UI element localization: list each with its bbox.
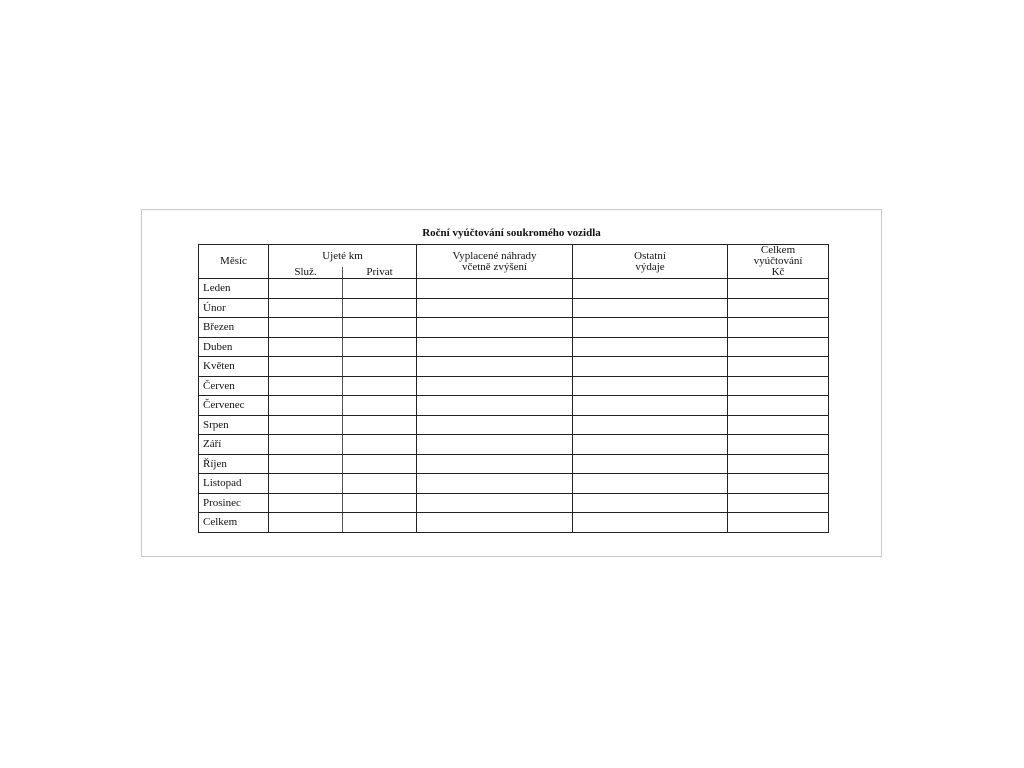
table-row xyxy=(199,415,829,435)
table-row xyxy=(199,298,829,318)
header-vyplacene-line2: včetně zvýšení xyxy=(461,260,528,273)
header-ostatni-line2: výdaje xyxy=(635,260,665,273)
cell-km-privat[interactable] xyxy=(343,435,417,455)
cell-km-privat[interactable] xyxy=(343,454,417,474)
table-row xyxy=(199,435,829,455)
cell-km-privat[interactable] xyxy=(343,337,417,357)
header-celkem-line1: Celkem xyxy=(760,244,796,256)
cell-km-privat[interactable] xyxy=(343,415,417,435)
cell-celkem[interactable] xyxy=(728,435,829,455)
table-row-total xyxy=(199,513,829,533)
cell-vyplacene[interactable] xyxy=(417,279,573,299)
header-vyplacene-line1: Vyplacené náhrady xyxy=(452,249,537,262)
header-month-label: Měsíc xyxy=(220,255,247,267)
cell-km-sluz[interactable] xyxy=(269,337,343,357)
cell-vyplacene[interactable] xyxy=(417,337,573,357)
row-label: Prosinec xyxy=(199,493,269,513)
table-row xyxy=(199,396,829,416)
cell-km-sluz[interactable] xyxy=(269,415,343,435)
cell-celkem[interactable] xyxy=(728,454,829,474)
cell-km-privat[interactable] xyxy=(343,376,417,396)
cell-celkem[interactable] xyxy=(728,318,829,338)
cell-celkem[interactable] xyxy=(728,493,829,513)
cell-vyplacene[interactable] xyxy=(417,474,573,494)
cell-km-privat[interactable] xyxy=(343,396,417,416)
table-body xyxy=(199,279,829,533)
cell-km-sluz[interactable] xyxy=(269,493,343,513)
cell-km-sluz[interactable] xyxy=(269,279,343,299)
header-km-sluz xyxy=(269,267,343,279)
cell-km-privat[interactable] xyxy=(343,513,417,533)
cell-ostatni[interactable] xyxy=(573,435,728,455)
cell-km-sluz[interactable] xyxy=(269,454,343,474)
vehicle-settlement-table xyxy=(198,244,829,533)
cell-km-sluz[interactable] xyxy=(269,435,343,455)
table-row xyxy=(199,454,829,474)
cell-celkem[interactable] xyxy=(728,474,829,494)
cell-ostatni[interactable] xyxy=(573,474,728,494)
row-label: Listopad xyxy=(199,474,269,494)
row-label: Duben xyxy=(199,337,269,357)
row-label: Říjen xyxy=(199,454,269,474)
cell-vyplacene[interactable] xyxy=(417,493,573,513)
cell-vyplacene[interactable] xyxy=(417,357,573,377)
cell-celkem[interactable] xyxy=(728,337,829,357)
cell-ostatni[interactable] xyxy=(573,415,728,435)
cell-celkem[interactable] xyxy=(728,396,829,416)
cell-ostatni[interactable] xyxy=(573,376,728,396)
cell-km-sluz[interactable] xyxy=(269,396,343,416)
cell-km-sluz[interactable] xyxy=(269,376,343,396)
row-label: Celkem xyxy=(199,513,269,533)
cell-vyplacene[interactable] xyxy=(417,396,573,416)
cell-ostatni[interactable] xyxy=(573,493,728,513)
header-month xyxy=(199,245,269,279)
table-row xyxy=(199,493,829,513)
row-label: Únor xyxy=(199,298,269,318)
cell-celkem[interactable] xyxy=(728,357,829,377)
cell-ostatni[interactable] xyxy=(573,337,728,357)
cell-km-sluz[interactable] xyxy=(269,474,343,494)
header-ostatni-line1: Ostatní xyxy=(634,249,666,262)
row-label: Srpen xyxy=(199,415,269,435)
cell-celkem[interactable] xyxy=(728,298,829,318)
document-title: Roční vyúčtování soukromého vozidla xyxy=(422,227,601,239)
table-row xyxy=(199,318,829,338)
cell-km-sluz[interactable] xyxy=(269,513,343,533)
cell-vyplacene[interactable] xyxy=(417,454,573,474)
cell-vyplacene[interactable] xyxy=(417,376,573,396)
row-label: Květen xyxy=(199,357,269,377)
cell-celkem[interactable] xyxy=(728,376,829,396)
cell-km-privat[interactable] xyxy=(343,474,417,494)
cell-km-privat[interactable] xyxy=(343,279,417,299)
table-row xyxy=(199,357,829,377)
header-celkem-line3: Kč xyxy=(771,266,785,278)
cell-vyplacene[interactable] xyxy=(417,513,573,533)
cell-vyplacene[interactable] xyxy=(417,435,573,455)
cell-ostatni[interactable] xyxy=(573,318,728,338)
table-row xyxy=(199,337,829,357)
form-document xyxy=(141,209,882,557)
cell-km-privat[interactable] xyxy=(343,298,417,318)
header-km-group-label: Ujeté km xyxy=(322,250,363,262)
cell-km-sluz[interactable] xyxy=(269,318,343,338)
header-celkem xyxy=(728,245,829,279)
header-km-sluz-label: Služ. xyxy=(294,265,317,278)
row-label: Září xyxy=(199,435,269,455)
cell-km-sluz[interactable] xyxy=(269,357,343,377)
cell-ostatni[interactable] xyxy=(573,298,728,318)
cell-celkem[interactable] xyxy=(728,415,829,435)
header-km-group xyxy=(269,245,417,267)
row-label: Leden xyxy=(199,279,269,299)
cell-ostatni[interactable] xyxy=(573,357,728,377)
cell-km-privat[interactable] xyxy=(343,493,417,513)
header-vyplacene xyxy=(417,245,573,279)
row-label: Červenec xyxy=(199,396,269,416)
header-km-privat xyxy=(343,267,417,279)
table-row xyxy=(199,376,829,396)
cell-ostatni[interactable] xyxy=(573,513,728,533)
table-row xyxy=(199,474,829,494)
cell-celkem[interactable] xyxy=(728,279,829,299)
cell-vyplacene[interactable] xyxy=(417,415,573,435)
table-row xyxy=(199,279,829,299)
header-km-privat-label: Privat xyxy=(366,265,393,278)
cell-km-sluz[interactable] xyxy=(269,298,343,318)
cell-km-privat[interactable] xyxy=(343,357,417,377)
cell-vyplacene[interactable] xyxy=(417,298,573,318)
cell-ostatni[interactable] xyxy=(573,454,728,474)
cell-vyplacene[interactable] xyxy=(417,318,573,338)
header-celkem-line2: vyúčtování xyxy=(753,255,803,267)
row-label: Březen xyxy=(199,318,269,338)
cell-ostatni[interactable] xyxy=(573,279,728,299)
cell-km-privat[interactable] xyxy=(343,318,417,338)
cell-ostatni[interactable] xyxy=(573,396,728,416)
cell-celkem[interactable] xyxy=(728,513,829,533)
row-label: Červen xyxy=(199,376,269,396)
header-ostatni xyxy=(573,245,728,279)
